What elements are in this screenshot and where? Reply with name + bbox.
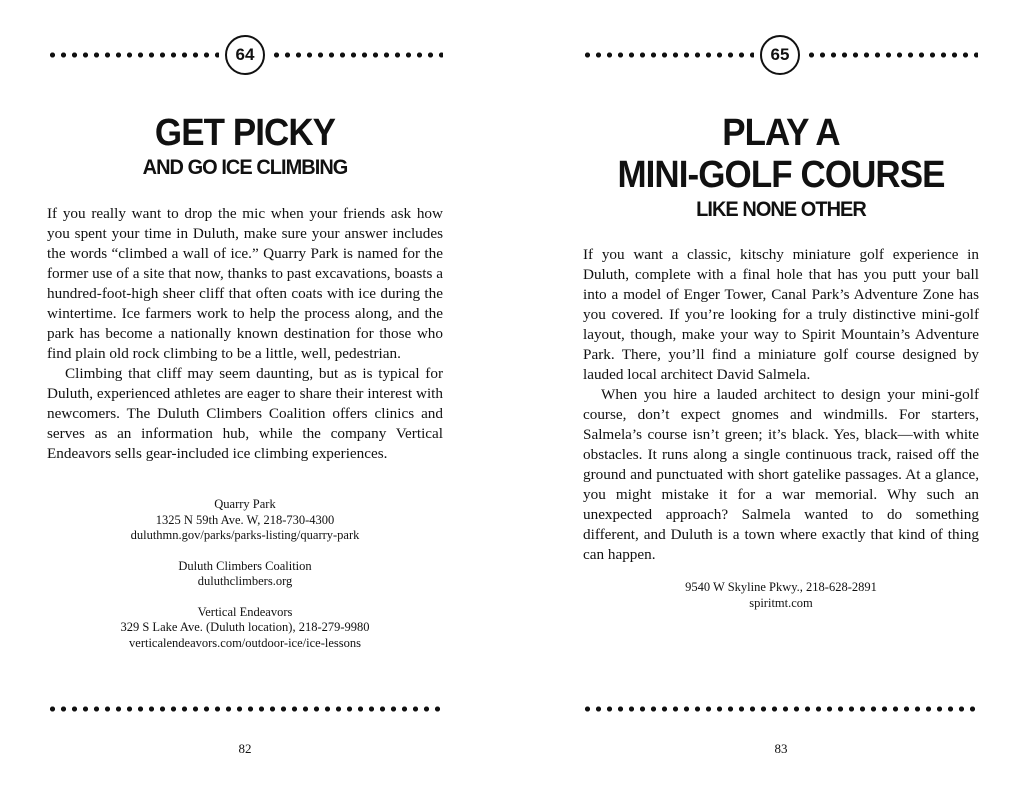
entry-body [47, 204, 443, 464]
contact-address: 329 S Lake Ave. (Duluth location), 218-279-9980 [120, 620, 370, 634]
dot-line [271, 52, 443, 58]
body-paragraph: If you really want to drop the mic when your friends ask how you spent your time in Duluth, make sure your answer includes the words “climbed a wall of ice.” Quarry Park is named for the former use of a site that now, thanks to past excavations, boasts a hundred-foot-high sheer cliff that often coats with ice during the wintertime. Ice farmers work to help the process along, and the park has become a nationally known destination for those who find plain old rock climbing to be a little, well, pedestrian. [47, 205, 443, 362]
dot-line [47, 52, 219, 58]
entry-title: GET PICKY [154, 112, 336, 154]
contact-url: verticalendeavors.com/outdoor-ice/ice-lessons [129, 635, 361, 650]
entry-number-badge [225, 35, 265, 75]
contact-block [47, 497, 443, 544]
contact-info [583, 580, 979, 611]
bottom-dotted-rule [47, 705, 443, 713]
body-paragraph: When you hire a lauded architect to design your mini-golf course, don’t expect gnomes and windmills. For starters, Salmela’s course isn’t green; it’s black. Yes, black—with white obstacles. It runs along a single continuous track, raised off the ground and punctuated with short gatelike passages. At a glance, you might mistake it for a war memorial. Why such an unexpected approach? Salmela wanted to do something different, and Duluth is a town where exactly that kind of thing can happen. [583, 386, 979, 563]
page-number: 82 [238, 741, 252, 756]
body-paragraph: Climbing that cliff may seem daunting, but as is typical for Duluth, experienced athletes are eager to share their interest with newcomers. The Duluth Climbers Coalition offers clinics and serves as an information hub, while the company Vertical Endeavors sells gear-included ice climbing experiences. [47, 365, 443, 462]
entry-body [583, 245, 979, 565]
top-dotted-rule [47, 45, 443, 64]
contact-name: Quarry Park [214, 497, 276, 511]
contact-block [583, 580, 979, 611]
contact-block [47, 559, 443, 590]
entry-subtitle: AND GO ICE CLIMBING [142, 156, 348, 179]
contact-url: duluthclimbers.org [197, 574, 293, 588]
dot-line [582, 706, 978, 712]
entry-number-badge [760, 35, 800, 75]
contact-address: 1325 N 59th Ave. W, 218-730-4300 [155, 512, 335, 527]
dot-line [47, 706, 443, 712]
contact-block [47, 605, 443, 652]
contact-address: 9540 W Skyline Pkwy., 218-628-2891 [685, 580, 877, 594]
entry-subtitle: LIKE NONE OTHER [696, 198, 866, 221]
bottom-dotted-rule [582, 705, 978, 713]
body-paragraph: If you want a classic, kitschy miniature golf experience in Duluth, complete with a final hole that has you putt your ball into a model of Enger Tower, Canal Park’s Adventure Zone has you covered. If you’re looking for a truly distinctive mini-golf layout, though, make your way to Spirit Mountain’s Adventure Park. There, you’ll find a miniature golf course designed by lauded local architect David Salmela. [583, 246, 979, 383]
dot-line [582, 52, 754, 58]
top-dotted-rule [582, 45, 978, 64]
entry-number: 65 [770, 45, 790, 64]
dot-line [806, 52, 978, 58]
contact-name: Duluth Climbers Coalition [178, 558, 312, 573]
right-page [512, 0, 1024, 791]
entry-title-line1: PLAY A [722, 112, 840, 154]
entry-title-line2: MINI-GOLF COURSE [617, 154, 945, 196]
page-number: 83 [774, 741, 788, 756]
entry-number: 64 [235, 45, 255, 64]
contact-name: Vertical Endeavors [197, 604, 293, 619]
contact-info [47, 497, 443, 651]
contact-url: spiritmt.com [749, 595, 813, 610]
contact-url: duluthmn.gov/parks/parks-listing/quarry-park [130, 528, 360, 542]
